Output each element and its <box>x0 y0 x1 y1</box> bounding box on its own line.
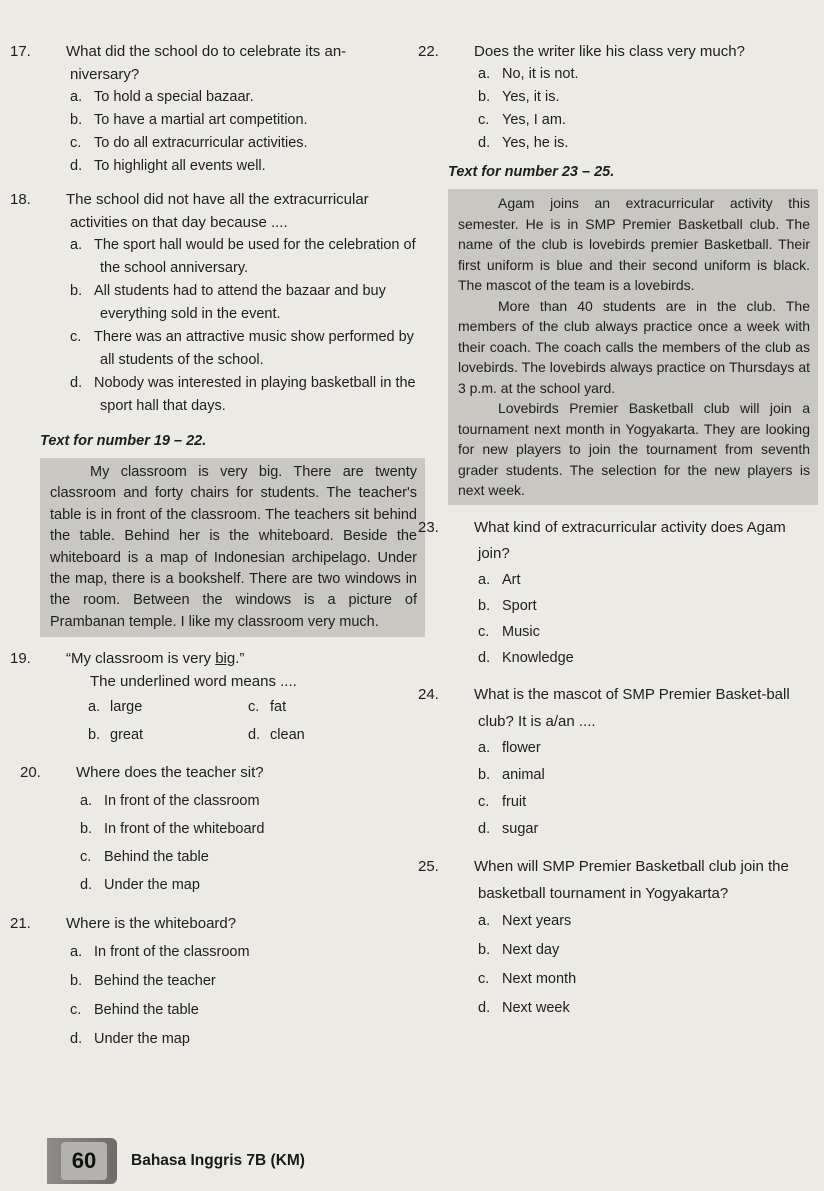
option-a[interactable]: a. flower <box>478 739 541 756</box>
reading-text-basketball <box>448 189 818 505</box>
question-stem-cont: The underlined word means .... <box>90 673 297 691</box>
question-stem: 23. What kind of extracurricular activity does Agam join? <box>448 515 818 567</box>
option-a[interactable]: a. large <box>88 699 143 716</box>
right-column <box>418 40 818 1027</box>
question-18 <box>10 188 425 418</box>
option-b[interactable]: b. In front of the whiteboard <box>80 821 265 838</box>
option-c[interactable]: c. Music <box>478 623 540 640</box>
text-header-19-22: Text for number 19 – 22. <box>40 433 207 449</box>
question-number: 24. <box>418 685 439 703</box>
option-a[interactable]: a. No, it is not. <box>478 66 579 82</box>
option-a[interactable]: a. Art <box>478 571 521 588</box>
question-22 <box>418 40 818 155</box>
option-c[interactable]: c. Next month <box>478 970 577 987</box>
option-b[interactable]: b. To have a martial art competition. <box>70 112 308 128</box>
question-stem-cont: niversary? <box>70 66 140 83</box>
option-d[interactable]: d. Yes, he is. <box>478 135 569 151</box>
option-b[interactable]: b. Yes, it is. <box>478 89 560 105</box>
option-a[interactable]: a. To hold a special bazaar. <box>70 89 254 105</box>
question-17 <box>10 40 425 178</box>
question-number: 23. <box>418 518 439 536</box>
question-stem-cont: activities on that day because .... <box>70 214 288 231</box>
question-stem: 25. When will SMP Premier Basketball club join the basketball tournament in Yogyakarta? <box>448 853 818 907</box>
page-number: 60 <box>61 1142 107 1180</box>
question-23 <box>418 515 818 671</box>
question-25 <box>418 853 818 1023</box>
option-d[interactable]: d. Knowledge <box>478 649 574 666</box>
option-b[interactable]: b. Sport <box>478 597 537 614</box>
option-b[interactable]: b. Next day <box>478 941 560 958</box>
left-column <box>10 40 425 1058</box>
option-d[interactable]: d. sugar <box>478 820 539 837</box>
option-c[interactable]: c. fruit <box>478 793 527 810</box>
option-d[interactable]: d. Under the map <box>70 1031 190 1048</box>
option-b[interactable]: b. great <box>88 727 144 744</box>
option-b[interactable]: b. All students had to attend the bazaar and buy everything sold in the event. <box>70 283 386 322</box>
option-a[interactable]: a. In front of the classroom <box>70 944 250 961</box>
reading-paragraph-2: More than 40 students are in the club. The members of the club always practice once a week with their coach. The coach calls the members of the club as lovebirds. The lovebirds always practice on Thursdays at 3 p.m. at the school yard. <box>458 297 810 396</box>
reading-paragraph-1: Agam joins an extracurricular activity this semester. He is in SMP Premier Basketball club. The name of the club is lovebirds premier Basketball. Their first uniform is blue and their second uniform is black. The mascot of the team is a lovebirds. <box>458 195 810 293</box>
reading-paragraph-3: Lovebirds Premier Basketball club will join a tournament next month in Yogyakarta. They are looking for new players to join the tournament from seventh grader students. The selection for the new players is next week. <box>458 400 810 498</box>
option-c[interactable]: c. Behind the table <box>70 1002 199 1019</box>
option-d[interactable]: d. To highlight all events well. <box>70 158 266 174</box>
question-stem: Where does the teacher sit? <box>76 764 264 782</box>
option-d[interactable]: d. clean <box>248 727 305 744</box>
option-d[interactable]: d. Next week <box>478 999 570 1016</box>
question-24 <box>418 681 818 843</box>
option-c[interactable]: c. To do all extracurricular activities. <box>70 135 308 151</box>
option-a[interactable]: a. Next years <box>478 912 572 929</box>
option-d[interactable]: d. Nobody was interested in playing basketball in the sport hall that days. <box>70 375 416 414</box>
option-a[interactable]: a. The sport hall would be used for the celebration of the school anniversary. <box>70 237 416 276</box>
question-number: 21. <box>10 915 31 933</box>
option-c[interactable]: c. fat <box>248 699 287 716</box>
question-number: 25. <box>418 857 439 875</box>
option-b[interactable]: b. animal <box>478 766 545 783</box>
question-stem: What did the school do to celebrate its an- <box>66 43 347 60</box>
reading-text-classroom <box>40 458 425 637</box>
question-number: 18. <box>10 191 31 208</box>
question-stem: Does the writer like his class very much? <box>474 43 745 60</box>
option-c[interactable]: c. There was an attractive music show performed by all students of the school. <box>70 329 414 368</box>
question-number: 22. <box>418 43 439 60</box>
option-a[interactable]: a. In front of the classroom <box>80 793 260 810</box>
option-b[interactable]: b. Behind the teacher <box>70 973 216 990</box>
options-grid <box>40 693 425 749</box>
option-c[interactable]: c. Behind the table <box>80 849 209 866</box>
question-stem: Where is the whiteboard? <box>66 915 237 933</box>
question-stem: The school did not have all the extracurricular <box>66 191 369 208</box>
question-number: 19. <box>10 650 31 668</box>
reading-paragraph: My classroom is very big. There are twenty classroom and forty chairs for students. The teacher's table is in front of the classroom. The teachers sit behind the table. Behind her is the whiteboard. Beside the whiteboard is a map of Indonesian archipelago. Under the map, there is a bookshelf. There are two windows in the room. Between the windows is a picture of Prambanan temple. I like my classroom very much. <box>50 464 417 630</box>
book-title: Bahasa Inggris 7B (KM) <box>131 1152 305 1169</box>
underlined-word: big <box>215 650 236 668</box>
question-number: 20. <box>20 764 41 782</box>
question-19: 19. “My classroom is very big.” The underlined word means .... a. large c. fat b. great d. clean <box>40 647 425 749</box>
page-footer <box>47 1138 447 1184</box>
question-number: 17. <box>10 43 31 60</box>
question-20 <box>20 759 425 899</box>
question-stem: 24. What is the mascot of SMP Premier Basket-ball club? It is a/an .... <box>448 681 818 735</box>
option-c[interactable]: c. Yes, I am. <box>478 112 566 128</box>
option-d[interactable]: d. Under the map <box>80 877 200 894</box>
text-header-23-25: Text for number 23 – 25. <box>448 164 615 180</box>
question-21 <box>10 909 425 1054</box>
